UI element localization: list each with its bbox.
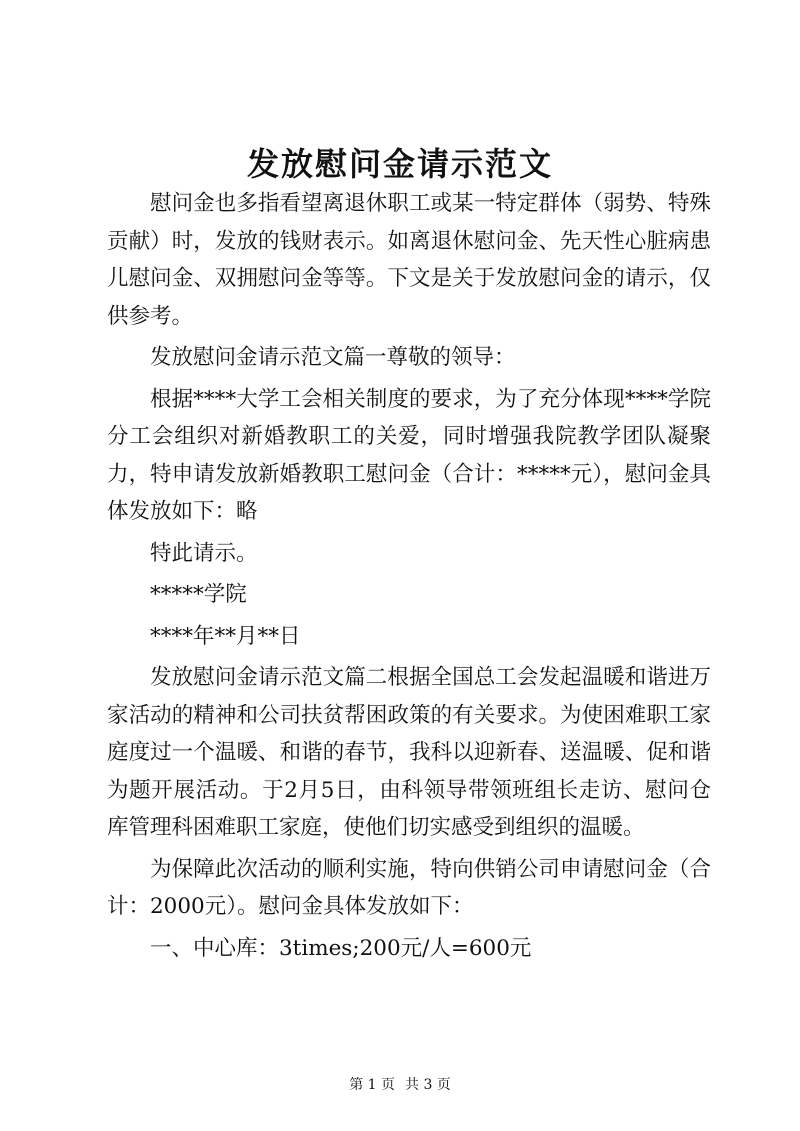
paragraph-intro: 慰问金也多指看望离退休职工或某一特定群体（弱势、特殊贡献）时，发放的钱财表示。如离退休慰问金、先天性心脏病患儿慰问金、双拥慰问金等等。下文是关于发放慰问金的请示，仅供参考。: [107, 191, 711, 329]
page-number: 第 1 页: [349, 1077, 395, 1093]
paragraph-sample-one-heading: 发放慰问金请示范文篇一尊敬的领导：: [150, 345, 516, 370]
paragraph-closing: 特此请示。: [150, 540, 258, 566]
paragraph-date: ****年**月**日: [150, 623, 301, 649]
paragraph-sample-two: 发放慰问金请示范文篇二根据全国总工会发起温暖和谐进万家活动的精神和公司扶贫帮困政策的有关要求。为使困难职工家庭度过一个温暖、和谐的春节，我科以迎新春、送温暖、促和谐为题开展活动。于2月5日，由科领导带领班组长走访、慰问仓库管理科困难职工家庭，使他们切实感受到组织的温暖。: [107, 665, 711, 840]
paragraph-signature: *****学院: [150, 582, 247, 607]
paragraph-funding-request: 为保障此次活动的顺利实施，特向供销公司申请慰问金（合计：2000元）。慰问金具体发放如下：: [107, 856, 711, 919]
document-title: 发放慰问金请示范文: [246, 145, 553, 183]
page-total: 共 3 页: [405, 1077, 451, 1093]
document-body: [107, 185, 711, 967]
paragraph-distribution-item: 一、中心库：3times;200元/人=600元: [150, 935, 532, 961]
page-footer: [0, 1074, 800, 1094]
paragraph-sample-one-body: 根据****大学工会相关制度的要求，为了充分体现****学院分工会组织对新婚教职工的关爱，同时增强我院教学团队凝聚力，特申请发放新婚教职工慰问金（合计：*****元），慰问金具体发放如下：略: [107, 386, 711, 524]
